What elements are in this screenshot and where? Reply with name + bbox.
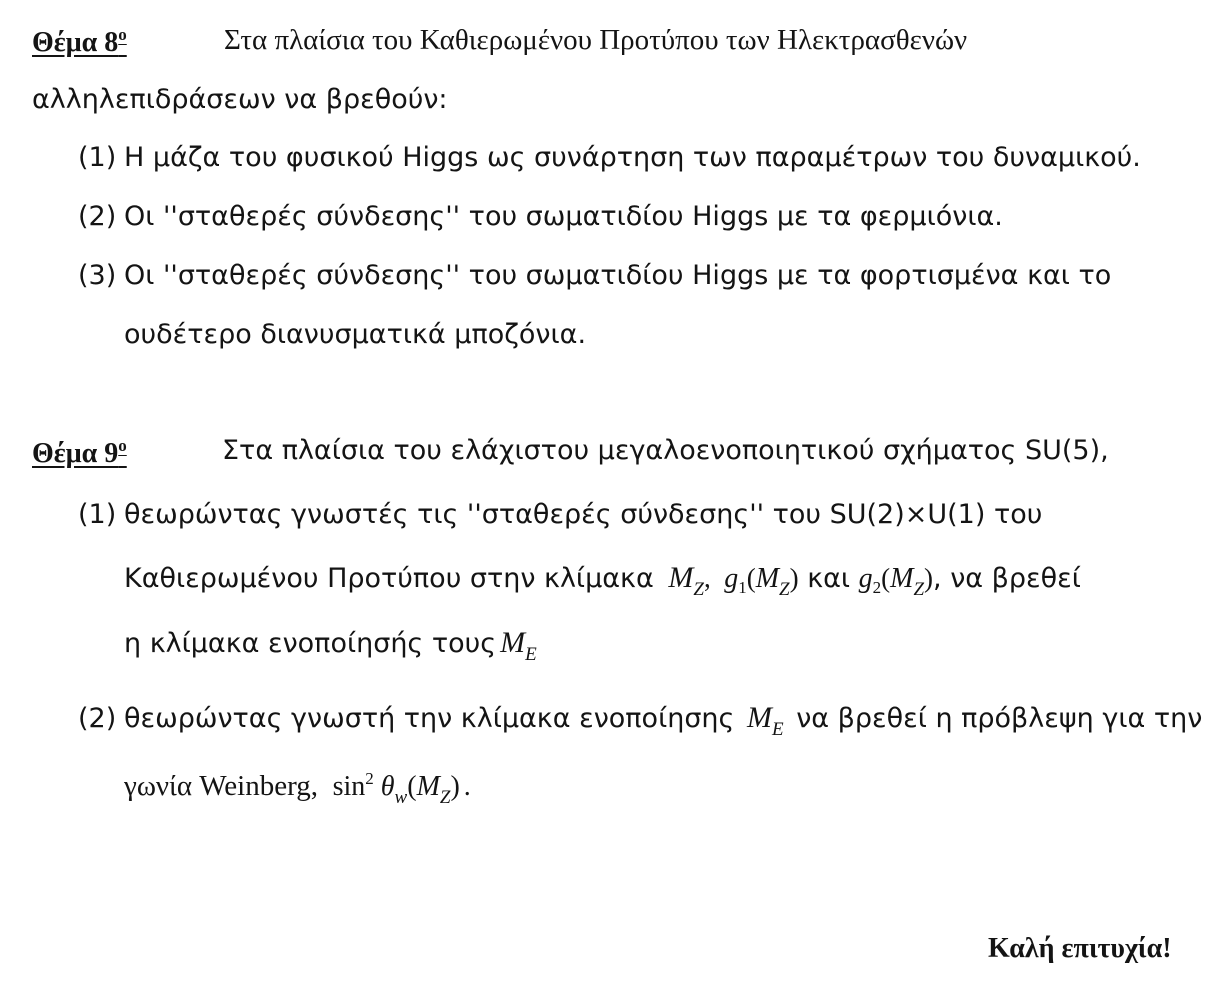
item-text: Η μάζα του φυσικού Higgs ως συνάρτηση των παραμέτρων του δυναμικού. [124,142,1141,173]
item-number: (1) [78,499,117,530]
item-number: (1) [78,142,117,173]
topic8-item1 [78,144,1141,171]
item-text-end: , να βρεθεί [933,563,1081,594]
item-text: γωνία Weinberg, [124,770,318,802]
item-text: η κλίμακα ενοποίησής τους [124,628,497,659]
math-ME: $M_E$ [746,701,784,740]
and-word: και [807,563,851,594]
math-sin2-theta-w: $\sin^2 \theta_w(M_Z)$ [332,769,460,808]
item-text: Οι ''σταθερές σύνδεσης'' του σωματιδίου Higgs με τα φερμιόνια. [124,201,1003,232]
topic9-item1-line2 [124,563,1081,599]
topic9-label: Θέμα $9^o$ [32,436,127,469]
topic9-intro: Στα πλαίσια του ελάχιστου μεγαλοενοποιητικού σχήματος SU(5), [222,435,1109,466]
math-comma: , [703,563,725,593]
math-ME: $M_E$ [500,626,537,665]
topic9-heading-line [32,437,127,468]
item-text: θεωρώντας γνωστή την κλίμακα ενοποίησης [124,703,735,734]
topic8-item3 [78,262,1111,289]
math-g1-of-MZ: $g_1(M_Z)$ [724,563,799,600]
topic9-item2-line2 [124,770,471,807]
item-number: (2) [78,703,117,734]
item-text-end: να βρεθεί η πρόβλεψη για την [796,703,1203,734]
item-number: (3) [78,260,117,291]
topic8-item2 [78,203,1003,230]
item-number: (2) [78,201,117,232]
topic8-item3-cont: ουδέτερο διανυσματικά μποζόνια. [124,319,587,350]
topic8-heading-line [32,26,127,57]
item-text: θεωρώντας γνωστές τις ''σταθερές σύνδεσης'' του SU(2)×U(1) του [124,499,1043,530]
topic9-item1-line1 [78,501,1042,528]
item-text-end: . [463,771,471,802]
math-MZ: $M_Z$ [668,561,704,600]
topic9-item1-line3 [124,628,537,664]
closing-wish: Καλή επιτυχία! [988,933,1172,964]
topic8-intro-line1: Στα πλαίσια του Καθιερωμένου Προτύπου των Ηλεκτρασθενών [224,24,968,56]
topic8-intro-line2: αλληλεπιδράσεων να βρεθούν: [32,84,448,115]
topic8-label: Θέμα $8^o$ [32,25,127,58]
topic9-item2-line1 [78,703,1202,739]
math-g2-of-MZ: $g_2(M_Z)$ [858,563,934,600]
item-text: Καθιερωμένου Προτύπου στην κλίμακα [124,563,654,594]
item-text: Οι ''σταθερές σύνδεσης'' του σωματιδίου Higgs με τα φορτισμένα και το [124,260,1112,291]
